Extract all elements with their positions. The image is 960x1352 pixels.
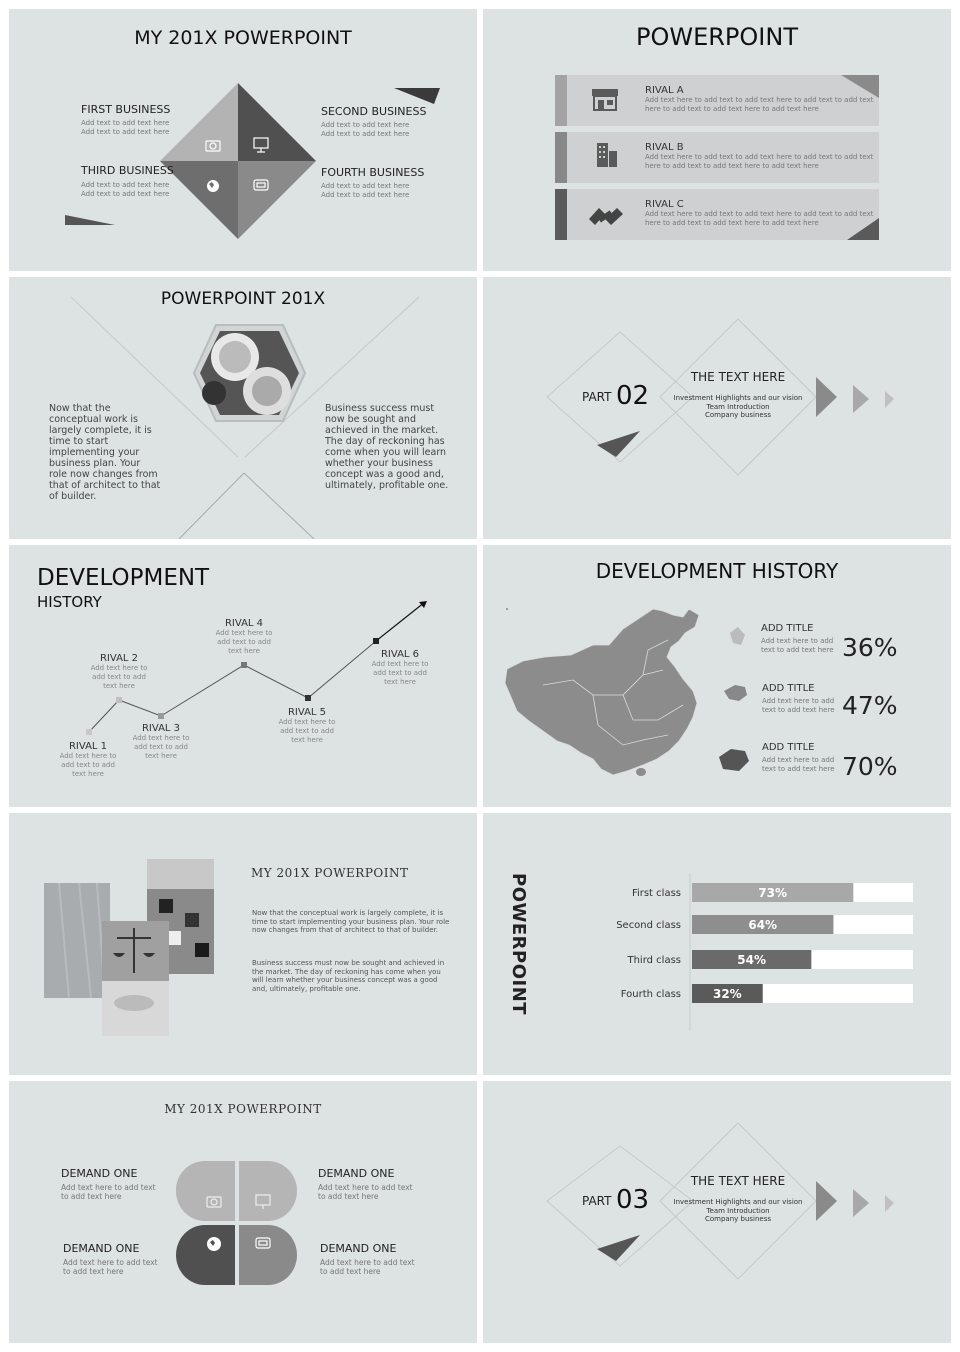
bar-value-label: 73% [758,886,788,900]
slide-title: POWERPOINT 201X [160,289,326,309]
history-point: RIVAL 3 Add text here to add text to add text here [132,723,190,760]
part-heading: THE TEXT HERE [690,1174,786,1188]
bar-value-label: 64% [748,918,778,932]
slide-title: MY 201X POWERPOINT [134,27,352,49]
business-item: FIRST BUSINESS Add text to add text here Add text to add text here [81,103,171,136]
region-icon [730,627,745,645]
history-point: RIVAL 4 Add text here to add text to add text here [215,618,273,655]
region-icon [719,749,749,771]
slide-photos [9,813,477,1075]
left-paragraph: Now that the conceptual work is largely complete, it is time to start implementing your business plan. Your role now changes from that of architect to that of builder. [49,403,161,502]
photo-collage [9,813,477,1075]
arrow-icon [816,1181,837,1221]
slide-subtitle: HISTORY [37,593,102,611]
region-icon [724,685,747,701]
category-label: Second class [616,920,681,931]
slide-demand [9,1081,477,1343]
class-bar-chart [483,813,951,1075]
stat-item: ADD TITLE Add text here to add text to add text here [762,742,835,773]
arrow-icon [885,1195,894,1212]
part-label: PART [582,1194,612,1208]
part-number: 03 [616,1185,650,1215]
slide-rivals [483,9,951,271]
demand-item: DEMAND ONE Add text here to add text to add text here [318,1167,413,1201]
rival-bars [483,9,951,271]
rival-row: RIVAL A Add text here to add text to add text here to add text to add text here to add text to add text here to add text here [645,85,874,113]
arrow-icon [853,385,869,413]
stat-item: ADD TITLE Add text here to add text to add text here [761,623,834,654]
history-point: RIVAL 2 Add text here to add text to add text here [90,653,148,690]
category-label: Fourth class [620,989,681,1000]
category-label: First class [631,888,681,899]
right-paragraph: Business success must now be sought and achieved in the market. The day of reckoning has come when you will learn whether your business concept was a good and, ultimately, profitable one. [325,403,449,491]
slide-part-02 [483,277,951,539]
vertical-title: POWERPOINT [508,873,529,1016]
stat-percent: 36% [842,633,898,662]
paragraph-1: Now that the conceptual work is largely complete, it is time to start implementing your business plan. Your role now changes from that of architect to that of builder. [252,909,450,934]
globe-icon [207,1237,221,1251]
slide-title: MY 201X POWERPOINT [251,866,409,880]
slide-bar-chart [483,813,951,1075]
paragraph-2: Business success must now be sought and achieved in the market. The day of reckoning has come when you will learn whether your business concept was a good and, ultimately, profitable one. [252,959,445,993]
stat-percent: 70% [842,752,898,781]
history-point: RIVAL 1 Add text here to add text to add text here [59,741,117,778]
arrow-icon [853,1189,869,1217]
arrow-icon [885,391,894,408]
slide-title: DEVELOPMENT HISTORY [595,559,839,583]
category-label: Third class [627,955,681,966]
business-item: THIRD BUSINESS Add text to add text here Add text to add text here [81,164,174,198]
slide-title: MY 201X POWERPOINT [164,1102,322,1116]
slide-title: POWERPOINT [636,23,798,51]
arrow-icon [816,377,837,417]
slide-gears [9,277,477,539]
stat-percent: 47% [842,691,898,720]
globe-icon [207,180,219,192]
part-lines: Investment Highlights and our vision Team Introduction Company business [673,394,803,419]
slide-development-history-line [9,545,477,807]
part-number: 02 [616,381,650,411]
business-item: SECOND BUSINESS Add text to add text here Add text to add text here [321,105,427,138]
slide-development-history-map [483,545,951,807]
rival-row: RIVAL B Add text here to add text to add text here to add text to add text here to add text to add text here to add text here [645,142,874,170]
slide-title: DEVELOPMENT [37,565,210,591]
rival-row: RIVAL C Add text here to add text to add text here to add text to add text here to add text to add text here to add text here [645,199,874,227]
history-point: RIVAL 6 Add text here to add text to add text here [371,649,429,686]
diamond-graphic [9,9,477,271]
history-point: RIVAL 5 Add text here to add text to add text here [278,707,336,744]
part-heading: THE TEXT HERE [690,370,786,384]
slide-part-03 [483,1081,951,1343]
business-item: FOURTH BUSINESS Add text to add text here Add text to add text here [321,166,425,199]
part-label: PART [582,390,612,404]
part-lines: Investment Highlights and our vision Team Introduction Company business [673,1198,803,1223]
petal-graphic [9,1081,477,1343]
bar-value-label: 54% [737,953,767,967]
demand-item: DEMAND ONE Add text here to add text to add text here [320,1242,415,1276]
bar-value-label: 32% [712,987,742,1001]
stat-item: ADD TITLE Add text here to add text to add text here [762,683,835,714]
demand-item: DEMAND ONE Add text here to add text to add text here [63,1242,158,1276]
demand-item: DEMAND ONE Add text here to add text to add text here [61,1167,156,1201]
slide-business-diamond [9,9,477,271]
